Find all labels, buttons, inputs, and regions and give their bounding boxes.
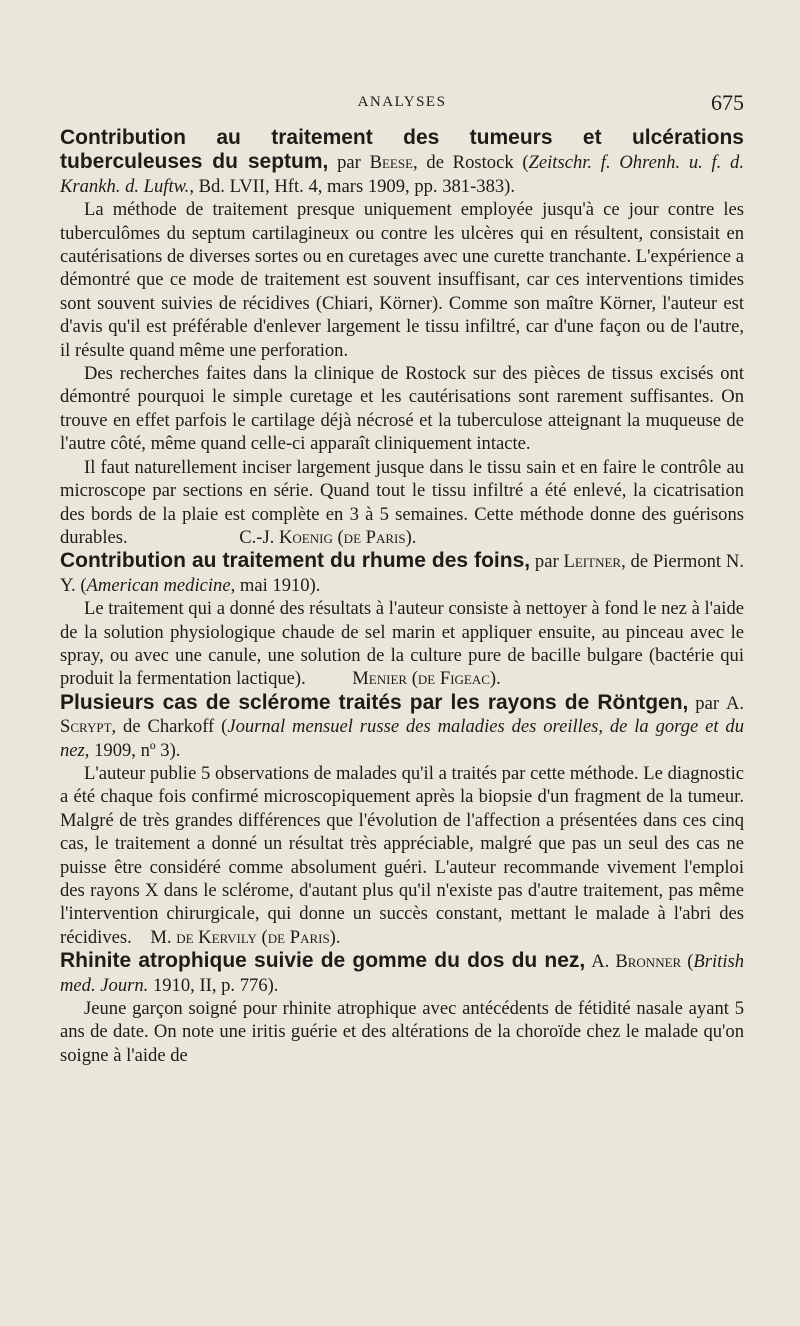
- article-title: Plusieurs cas de sclérome traités par les rayons de Röntgen,: [60, 690, 689, 714]
- article-author: Beese: [369, 152, 414, 174]
- author-affiliation: , de Piermont N. Y. (: [60, 551, 745, 596]
- author-affiliation: (: [681, 951, 694, 973]
- author-affiliation: , de Charkoff (: [111, 716, 228, 738]
- paragraph: [60, 762, 744, 949]
- article-author: A. Scrypt: [60, 692, 745, 738]
- journal-name: American medicine: [86, 574, 231, 596]
- by-text: par: [328, 152, 370, 174]
- article-title: Rhinite atrophique suivie de gomme du dos du nez,: [60, 949, 586, 973]
- journal-reference: 1910, II, p. 776).: [148, 974, 279, 996]
- by-text: par: [688, 692, 726, 714]
- article-heading: [60, 126, 744, 198]
- article-author: A. Bronner: [591, 951, 682, 973]
- paragraph: [60, 597, 744, 691]
- article-heading: [60, 549, 744, 597]
- journal-reference: , 1909, nº 3).: [84, 739, 181, 761]
- journal-name: British med. Journ.: [60, 951, 745, 996]
- paragraph-text: Le traitement qui a donné des résultats à l'auteur consiste à nettoyer à fond le nez à l'aide de la solution physiologique chaude de sel marin et appliquer ensuite, au pinceau avec le spray, ou avec une canule, une solution de la culture pure de bacille bulgare (bactérie qui produit la fermentation lactique).: [60, 598, 744, 690]
- by-text: par: [530, 551, 564, 573]
- page-body: [60, 126, 744, 1067]
- page-number: 675: [711, 90, 744, 115]
- paragraph-text: L'auteur publie 5 observations de malades qu'il a traités par cette méthode. Le diagnostic a été chaque fois confirmé microscopiquement après la biopsie d'un fragment de la tumeur. Malgré de très grandes différences que l'évolution de l'affection a présentées dans ces cinq cas, le traitement a donné un résultat très appréciable, malgré que pas un seul des cas ne puisse être considéré comme absolument guéri. L'auteur recommande vivement l'emploi des rayons X dans le sclérome, d'autant plus qu'il n'existe pas d'autre traitement, pas même l'intervention chirurgicale, qui donne un succès constant, mettant le malade à l'abri des récidives.: [60, 762, 744, 948]
- running-head: ANALYSES: [357, 94, 447, 110]
- author-affiliation: , de Rostock (: [413, 152, 529, 174]
- paragraph: La méthode de traitement presque uniquement employée jusqu'à ce jour contre les tuberculômes du septum cartilagineux ou contre les ulcères qui en résultent, consistait en cautérisations de diverses sortes ou en curetages avec une curette tranchante. L'expérience a démontré que ce mode de traitement est souvent insuffisant, car ces interventions timides sont souvent suivies de récidives (Chiari, Körner). Comme son maître Körner, l'auteur est d'avis qu'il est préférable d'enlever largement le tissu infiltré, car d'une façon ou de l'autre, il résulte quand même une perforation.: [60, 199, 744, 361]
- article-heading: [60, 949, 744, 997]
- page-header: [60, 92, 744, 116]
- reviewer-signature: Menier (de Figeac).: [352, 668, 501, 690]
- journal-reference: , Bd. LVII, Hft. 4, mars 1909, pp. 381-383).: [189, 175, 516, 197]
- paragraph: Des recherches faites dans la clinique de Rostock sur des pièces de tissus excisés ont démontré pourquoi le simple curetage et les cautérisations sont rarement suffisantes. On trouve en effet parfois le cartilage déjà nécrosé et la tuberculose atteignant la muqueuse de l'autre côté, même quand celle-ci apparaît cliniquement intacte.: [60, 363, 744, 455]
- article-title: Contribution au traitement du rhume des foins,: [60, 549, 531, 573]
- article-title: Contribution au traitement des tumeurs et ulcérations tuberculeuses du septum,: [60, 126, 744, 174]
- article-heading: [60, 691, 744, 762]
- journal-reference: , mai 1910).: [230, 574, 321, 596]
- journal-name: Zeitschr. f. Ohrenh. u. f. d. Krankh. d. Luftw.: [60, 152, 744, 197]
- reviewer-signature: C.-J. Koenig (de Paris).: [239, 526, 417, 548]
- article-author: Leitner: [563, 551, 622, 573]
- paragraph-text: Il faut naturellement inciser largement jusque dans le tissu sain et en faire le contrôle au microscope par sections en série. Quand tout le tissu infiltré a été enlevé, la cicatrisation des bords de la plaie est complète en 3 à 5 semaines. Cette méthode donne des guérisons durables.: [60, 456, 744, 548]
- reviewer-signature: M. de Kervily (de Paris).: [150, 926, 341, 948]
- paragraph: [60, 456, 744, 550]
- paragraph: Jeune garçon soigné pour rhinite atrophique avec antécédents de fétidité nasale ayant 5 ans de date. On note une iritis guérie et des altérations de la choroïde chez le malade qu'on soigne à l'aide de: [60, 998, 744, 1066]
- journal-name: Journal mensuel russe des maladies des oreilles, de la gorge et du nez: [60, 716, 744, 761]
